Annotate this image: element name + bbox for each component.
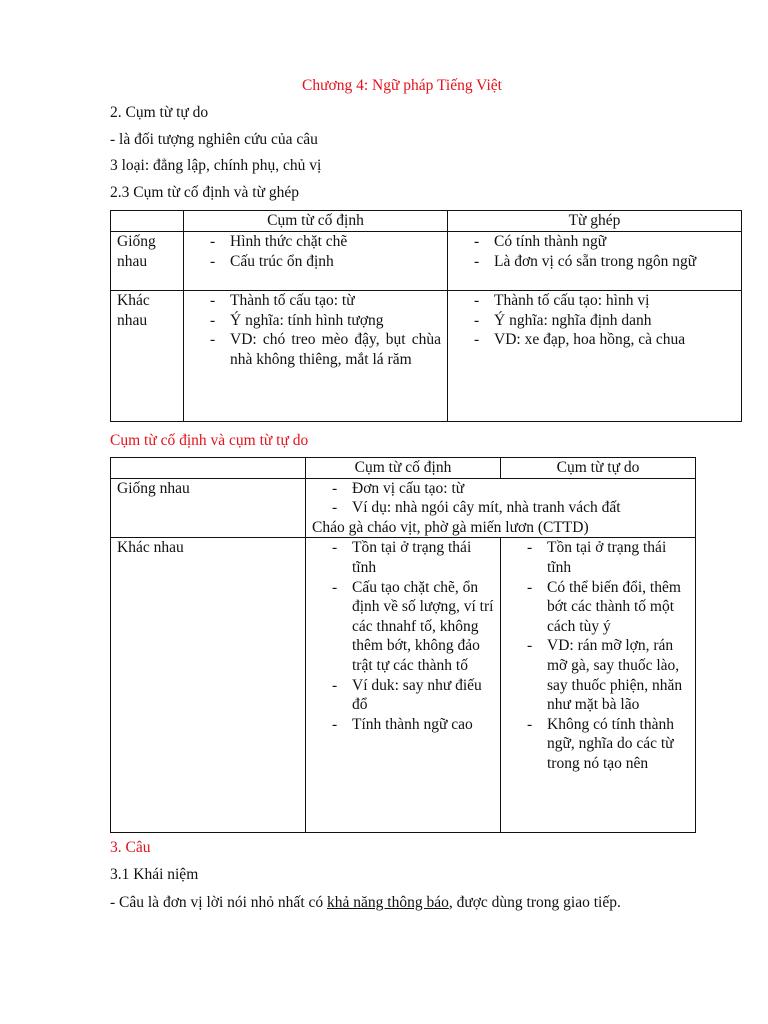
list-item: - VD: rán mỡ lợn, rán mỡ gà, say thuốc lào, say thuốc phiện, nhăn như mặt bà lão [523,636,689,714]
list-item: - Là đơn vị có sẵn trong ngôn ngữ [470,252,735,272]
table-corner-cell [111,458,306,479]
list-item: - Thành tố cấu tạo: hình vị [470,291,735,311]
table-cell [306,478,696,538]
list-item: - Có thể biến đổi, thêm bớt các thành tố một cách tùy ý [523,578,689,637]
table-cell [184,232,448,291]
list-item: - VD: chó treo mèo đậy, bụt chùa nhà không thiêng, mắt lá răm [206,330,441,369]
row-label: Khác nhau [111,538,306,833]
list-item: - Ý nghĩa: nghĩa định danh [470,311,735,331]
column-header: Cụm từ cố định [306,458,501,479]
definition-paragraph: - Câu là đơn vị lời nói nhỏ nhất có khả năng thông báo, được dùng trong giao tiếp. [110,894,621,911]
table-row [111,291,742,422]
list-item: - Thành tố cấu tạo: từ [206,291,441,311]
row-label: Khác nhau [111,291,184,422]
section-2-heading: 2. Cụm từ tự do [110,104,209,121]
compare-table-fixed-vs-free [110,457,696,833]
list-item: - Không có tính thành ngữ, nghĩa do các từ trong nó tạo nên [523,715,689,774]
table-header-row [111,458,696,479]
section-2-3-heading: 2.3 Cụm từ cố định và từ ghép [110,184,300,201]
section-2-description: - là đối tượng nghiên cứu của câu [110,131,318,148]
underlined-phrase: khả năng thông báo [327,894,449,911]
list-item: - VD: xe đạp, hoa hồng, cà chua [470,330,735,350]
list-item: - Ví duk: say như điếu đổ [328,676,494,715]
row-label: Giống nhau [111,232,184,291]
list-item: - Tồn tại ở trạng thái tĩnh [523,538,689,577]
compare-title: Cụm từ cố định và cụm từ tự do [110,432,309,449]
table-cell [448,291,742,422]
table-row [111,478,696,538]
table-row [111,538,696,833]
list-item: - Hình thức chặt chẽ [206,232,441,252]
list-item: - Ví dụ: nhà ngói cây mít, nhà tranh vách đất [328,498,689,518]
table-row [111,232,742,291]
row-label: Giống nhau [111,478,306,538]
table-header-row [111,211,742,232]
section-2-types: 3 loại: đẳng lập, chính phụ, chủ vị [110,157,322,174]
table-corner-cell [111,211,184,232]
list-item: - Cấu tạo chặt chẽ, ổn định về số lượng, ví trí các thnahf tố, không thêm bớt, không đảo trật tự các thành tố [328,578,494,676]
list-item: - Đơn vị cấu tạo: từ [328,479,689,499]
column-header: Từ ghép [448,211,742,232]
list-item: - Cấu trúc ổn định [206,252,441,272]
list-item: - Tồn tại ở trạng thái tĩnh [328,538,494,577]
list-item: - Ý nghĩa: tính hình tượng [206,311,441,331]
column-header: Cụm từ cố định [184,211,448,232]
table-cell [448,232,742,291]
chapter-heading: Chương 4: Ngữ pháp Tiếng Việt [302,77,502,94]
compare-table-fixed-vs-compound [110,210,742,422]
section-3-1-heading: 3.1 Khái niệm [110,866,199,883]
list-item: - Tính thành ngữ cao [328,715,494,735]
table-cell [306,538,501,833]
example-line: Cháo gà cháo vịt, phờ gà miến lươn (CTTD) [312,518,589,536]
column-header: Cụm từ tự do [501,458,696,479]
table-cell [184,291,448,422]
table-cell [501,538,696,833]
section-3-heading: 3. Câu [110,839,151,856]
list-item: - Có tính thành ngữ [470,232,735,252]
